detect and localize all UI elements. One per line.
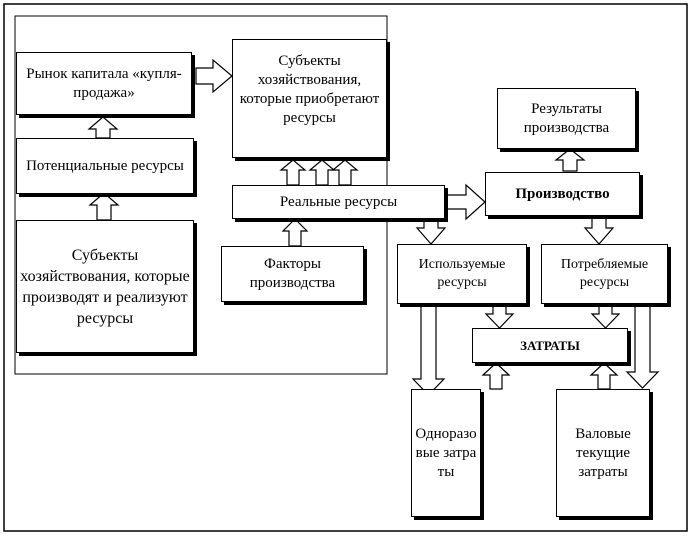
market-label: Рынок капитала «купля-продажа» [26,65,182,101]
potential-box [16,138,194,194]
onetime-box [411,389,481,517]
producers-box [16,220,194,353]
gross-label: Валовые текущие затраты [575,425,631,480]
arrow-real-to-production [445,185,485,219]
onetime-label: Одноразовые затраты [415,425,477,480]
arrow-real-to-used [417,218,445,244]
gross-box [556,389,650,517]
arrow-producers-to-potential [90,193,118,220]
arrow-real-to-buyers-2 [310,160,334,185]
buyers-label: Субъекты хозяйствования, которые приобретают ресурсы [239,53,380,126]
arrow-consumed-to-gross [627,304,658,388]
arrow-used-to-costs [486,304,513,328]
factors-label: Факторы производства [249,256,336,291]
results-label: Результаты производства [523,100,610,136]
arrow-costs-to-gross [591,363,617,389]
arrow-production-to-results [556,149,584,171]
real-label: Реальные ресурсы [279,193,398,210]
results-box [497,88,636,149]
buyers-box [232,39,387,158]
costs-label: ЗАТРАТЫ [520,338,580,353]
arrow-consumed-to-costs [592,304,619,328]
consumed-label: Потребляемые ресурсы [560,257,649,290]
consumed-box [541,244,668,304]
producers-label: Субъекты хозяйствования, которые производят и реализуют ресурсы [20,246,190,327]
market-box [16,52,192,115]
arrow-costs-to-onetime [483,363,509,389]
arrow-potential-to-market [89,117,117,138]
potential-label: Потенциальные ресурсы [26,157,184,174]
production-box [485,172,640,216]
arrow-used-to-onetime [413,304,444,395]
costs-box [472,328,628,363]
arrow-production-to-consumed [585,216,613,244]
arrow-factors-to-real [283,219,307,246]
used-label: Используемые ресурсы [418,257,506,290]
arrow-real-to-buyers-1 [281,160,305,185]
factors-box [221,246,364,302]
production-label: Производство [515,185,610,202]
used-box [397,244,527,304]
real-box [232,185,445,219]
arrow-market-to-buyers [196,60,232,92]
arrow-real-to-buyers-3 [333,160,357,185]
